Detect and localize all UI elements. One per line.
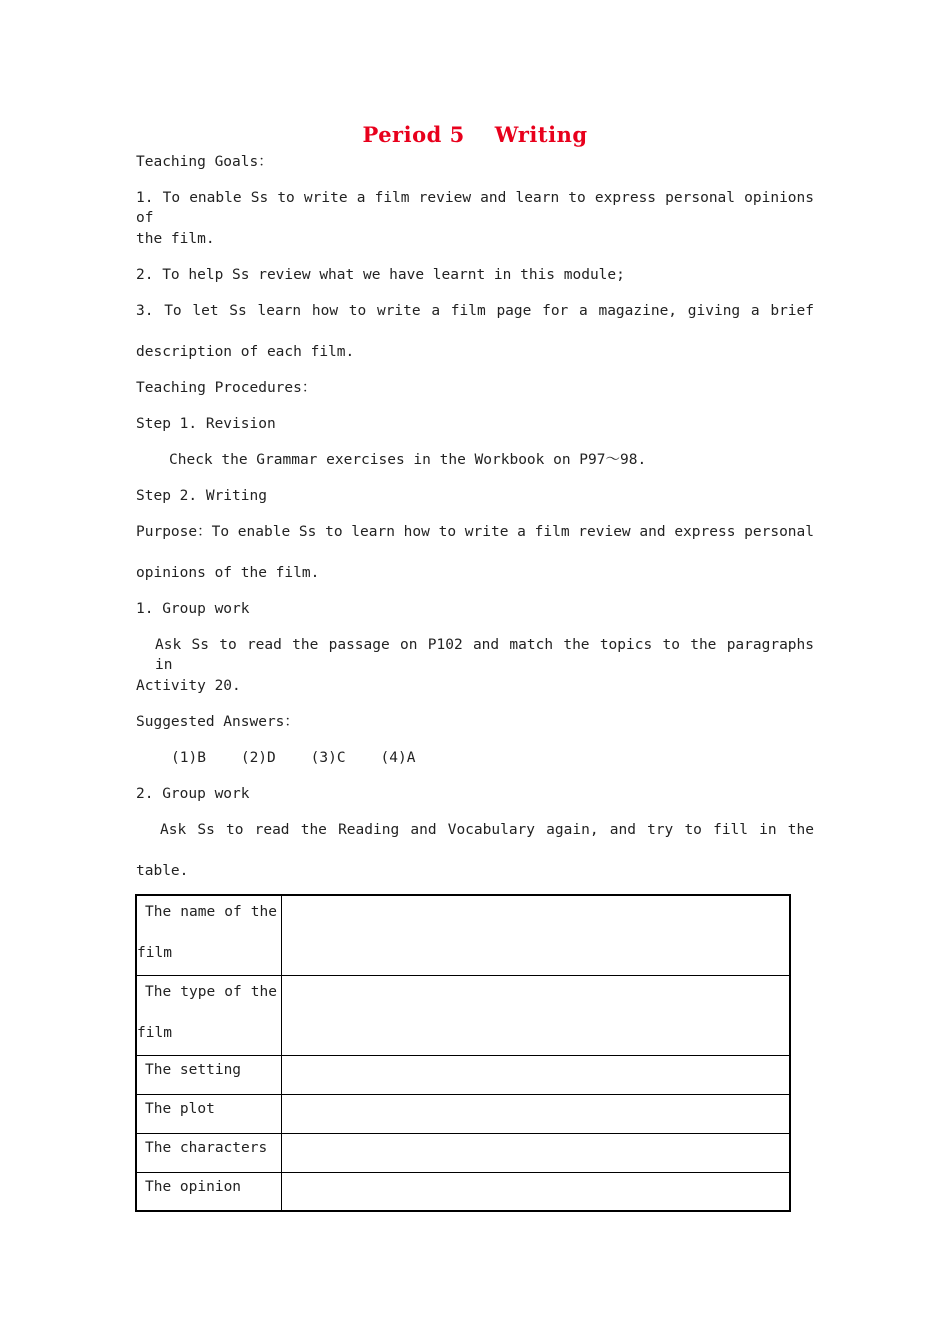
setting-cell[interactable]	[282, 1055, 791, 1094]
row-label-setting: The setting	[145, 1061, 242, 1078]
characters-cell[interactable]	[282, 1133, 791, 1172]
answers-heading: Suggested Answers：	[136, 714, 299, 730]
row-label-type-2: film	[137, 1024, 172, 1041]
step-2-heading: Step 2. Writing	[136, 488, 267, 504]
group-work-1-line-2: Activity 20.	[136, 678, 241, 694]
row-label-opinion: The opinion	[145, 1178, 242, 1195]
group-work-1-heading: 1. Group work	[136, 601, 250, 617]
table-row	[136, 975, 790, 1055]
step-1-text: Check the Grammar exercises in the Workbook on P97～98.	[169, 452, 647, 468]
film-name-cell[interactable]	[282, 895, 791, 975]
table-row	[136, 895, 790, 975]
group-work-2-line-1: Ask Ss to read the Reading and Vocabulary again, and try to fill in the	[160, 822, 814, 838]
goal-1-line-1: 1. To enable Ss to write a film review and learn to express personal opinions of	[136, 190, 814, 226]
goal-2: 2. To help Ss review what we have learnt in this module;	[136, 267, 625, 283]
opinion-cell[interactable]	[282, 1172, 791, 1211]
table-row	[136, 1055, 790, 1094]
purpose-line-2: opinions of the film.	[136, 565, 320, 581]
answers: (1)B (2)D (3)C (4)A	[171, 750, 416, 766]
table-row	[136, 1094, 790, 1133]
row-label-plot: The plot	[145, 1100, 215, 1117]
plot-cell[interactable]	[282, 1094, 791, 1133]
title-period: Period 5	[362, 122, 465, 147]
goal-3-line-1: 3. To let Ss learn how to write a film page for a magazine, giving a brief	[136, 303, 814, 319]
goal-1-line-2: the film.	[136, 231, 215, 247]
page-title	[0, 122, 950, 147]
film-review-table	[135, 894, 791, 1212]
row-label-name-1: The name of the	[145, 904, 277, 920]
row-label-name-2: film	[137, 945, 172, 961]
title-topic: Writing	[494, 122, 588, 147]
step-1-heading: Step 1. Revision	[136, 416, 276, 432]
goal-3-line-2: description of each film.	[136, 344, 355, 360]
procedures-heading: Teaching Procedures：	[136, 380, 317, 396]
table-row	[136, 1172, 790, 1211]
group-work-1-line-1: Ask Ss to read the passage on P102 and match the topics to the paragraphs in	[155, 637, 814, 673]
row-label-characters: The characters	[145, 1139, 268, 1156]
row-label-type-1: The type of the	[145, 983, 277, 1000]
purpose-line-1: Purpose：To enable Ss to learn how to write a film review and express personal	[136, 524, 814, 540]
group-work-2-line-2: table.	[136, 863, 189, 879]
table-row	[136, 1133, 790, 1172]
film-type-cell[interactable]	[282, 975, 791, 1055]
group-work-2-heading: 2. Group work	[136, 786, 250, 802]
goals-heading: Teaching Goals：	[136, 154, 273, 170]
